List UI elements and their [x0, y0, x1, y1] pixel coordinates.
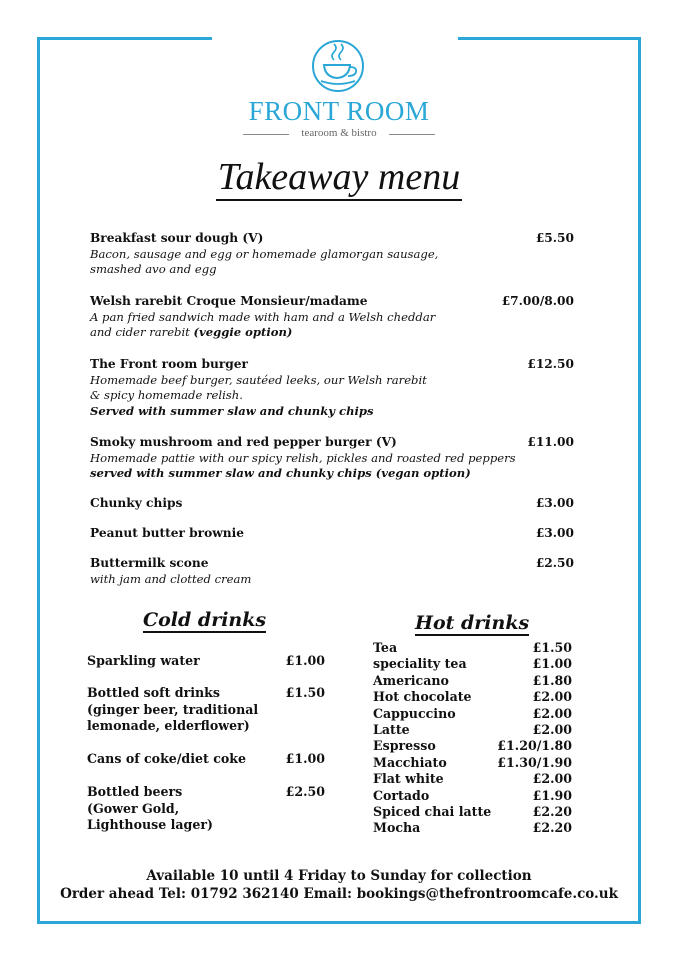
border-bottom	[37, 921, 641, 924]
drink-name: Sparkling water	[87, 653, 200, 668]
item-name: Smoky mushroom and red pepper burger (V)	[90, 435, 397, 449]
menu-item	[90, 496, 574, 512]
drink-price: £2.20	[532, 803, 572, 819]
drink-price: £2.00	[532, 705, 572, 721]
item-desc: A pan fried sandwich made with ham and a Welsh cheddar	[90, 309, 436, 324]
item-name: Chunky chips	[90, 496, 183, 510]
item-name: Welsh rarebit Croque Monsieur/madame	[90, 294, 368, 308]
item-price: £2.50	[535, 556, 574, 570]
page-title-text: Takeaway menu	[216, 156, 462, 201]
hot-drinks-list	[373, 640, 572, 837]
item-name: Breakfast sour dough (V)	[90, 231, 264, 245]
brand-name: FRONT ROOM	[248, 96, 430, 126]
item-name: The Front room burger	[90, 357, 248, 371]
drink-detail: (Gower Gold,	[87, 800, 180, 816]
drink-price: £2.00	[532, 689, 572, 705]
cold-drinks-heading	[143, 609, 266, 631]
drink-price: £1.80	[532, 672, 572, 688]
menu-item	[90, 526, 574, 542]
item-name: Peanut butter brownie	[90, 526, 244, 540]
border-top-left	[37, 37, 212, 40]
menu-item	[90, 357, 574, 419]
hot-drinks-heading	[415, 612, 529, 634]
drink-price: £1.20/1.80	[497, 738, 572, 754]
item-desc: smashed avo and egg	[90, 262, 217, 276]
cold-drink-item	[87, 751, 325, 768]
drink-name: Bottled soft drinks	[87, 685, 220, 700]
item-price: £3.00	[535, 526, 574, 540]
drink-detail: (ginger beer, traditional	[87, 701, 259, 717]
hot-drink-item	[373, 738, 572, 754]
drink-name: Mocha	[373, 820, 421, 836]
menu-item	[90, 556, 574, 587]
drink-name: Flat white	[373, 771, 444, 787]
tagline-rule-right	[389, 134, 435, 135]
drink-price: £1.00	[285, 653, 325, 668]
cold-drink-item	[87, 784, 325, 834]
hot-drinks-heading-text: Hot drinks	[415, 612, 530, 634]
hot-drink-item	[373, 804, 572, 820]
hot-drink-item	[373, 755, 572, 771]
hot-drink-item	[373, 706, 572, 722]
item-price: £7.00/8.00	[501, 294, 574, 308]
drink-name: Hot chocolate	[373, 689, 472, 705]
item-desc: Homemade beef burger, sautéed leeks, our Welsh rarebit	[90, 372, 427, 387]
hot-drink-item	[373, 656, 572, 672]
drink-name: Cortado	[373, 787, 430, 803]
hot-drink-item	[373, 689, 572, 705]
item-price: £11.00	[527, 435, 574, 449]
item-desc-text: and cider rarebit	[90, 325, 190, 339]
drink-name: Latte	[373, 721, 410, 737]
brand-tagline-group	[243, 127, 435, 141]
hot-drink-item	[373, 722, 572, 738]
drink-name: Spiced chai latte	[373, 803, 492, 819]
teacup-logo-icon	[307, 38, 369, 94]
drink-name: Americano	[373, 672, 449, 688]
drink-name: Cappuccino	[373, 705, 456, 721]
drink-price: £1.50	[532, 640, 572, 655]
item-price: £3.00	[535, 496, 574, 510]
item-name: Buttermilk scone	[90, 556, 209, 570]
drink-name: Cans of coke/diet coke	[87, 751, 247, 766]
drink-price: £1.90	[532, 787, 572, 803]
menu-item	[90, 294, 574, 341]
item-desc: & spicy homemade relish.	[90, 388, 243, 402]
drink-price: £1.00	[285, 751, 325, 766]
brand-tagline: tearoom & bistro	[301, 127, 377, 139]
drink-detail: lemonade, elderflower)	[87, 718, 250, 733]
drink-name: Tea	[373, 640, 398, 655]
border-top-right	[458, 37, 641, 40]
item-note: served with summer slaw and chunky chips (vegan option)	[90, 466, 471, 480]
page-title	[0, 155, 678, 199]
drink-price: £2.00	[532, 771, 572, 787]
hot-drink-item	[373, 771, 572, 787]
hot-drink-item	[373, 820, 572, 836]
footer-contact: Order ahead Tel: 01792 362140 Email: bookings@thefrontroomcafe.co.uk	[60, 886, 618, 902]
drink-price: £2.00	[532, 721, 572, 737]
hot-drink-item	[373, 673, 572, 689]
drink-name: Bottled beers	[87, 784, 183, 799]
footer-availability: Available 10 until 4 Friday to Sunday for collection	[146, 868, 532, 884]
item-desc-bold: (veggie option)	[193, 325, 293, 339]
drink-price: £2.20	[532, 820, 572, 836]
drink-detail: Lighthouse lager)	[87, 817, 213, 832]
menu-item	[90, 435, 574, 482]
drink-name: Macchiato	[373, 754, 447, 770]
drink-price: £1.50	[285, 685, 325, 700]
item-desc: with jam and clotted cream	[90, 571, 252, 586]
item-desc	[90, 325, 574, 341]
drink-name: Espresso	[373, 738, 436, 754]
menu-item	[90, 231, 574, 278]
cold-drinks-heading-text: Cold drinks	[143, 609, 267, 631]
item-desc: Bacon, sausage and egg or homemade glamorgan sausage,	[90, 246, 439, 261]
item-note: Served with summer slaw and chunky chips	[90, 403, 374, 418]
item-desc: Homemade pattie with our spicy relish, pickles and roasted red peppers	[90, 450, 516, 465]
item-price: £12.50	[527, 357, 574, 371]
drink-price: £1.30/1.90	[497, 754, 572, 770]
cold-drink-item	[87, 653, 325, 670]
hot-drink-item	[373, 640, 572, 656]
drink-name: speciality tea	[373, 656, 467, 672]
drink-price: £1.00	[532, 656, 572, 672]
item-price: £5.50	[535, 231, 574, 245]
drink-price: £2.50	[285, 784, 325, 799]
hot-drink-item	[373, 788, 572, 804]
cold-drink-item	[87, 685, 325, 735]
